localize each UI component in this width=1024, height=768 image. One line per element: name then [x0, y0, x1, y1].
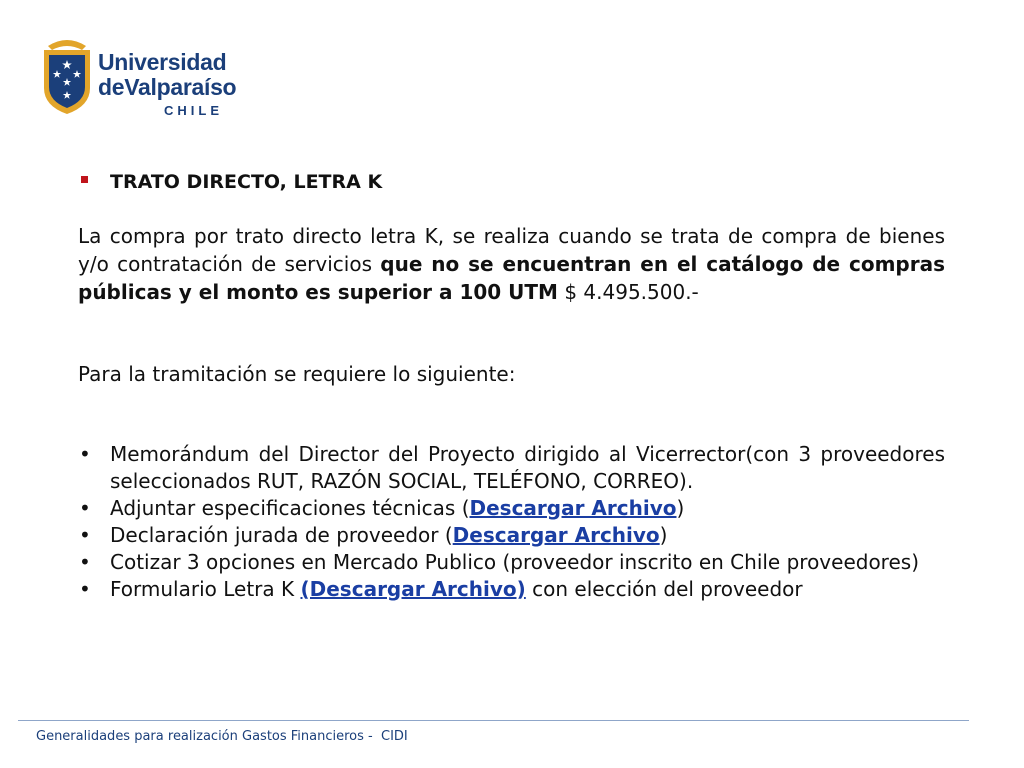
list-item — [78, 522, 945, 549]
download-file-link[interactable]: Descargar Archivo — [469, 496, 677, 520]
list-item — [78, 576, 945, 603]
section-heading — [78, 167, 945, 197]
bullet-icon: • — [79, 577, 91, 601]
description-bold-text: que no se encuentran en el catálogo de compras públicas y el monto es superior a 100 UTM — [78, 252, 945, 304]
section-title: TRATO DIRECTO, LETRA K — [110, 171, 383, 193]
requirement-text-end: ) — [659, 523, 668, 547]
requirement-text-end: con elección del proveedor — [525, 577, 803, 601]
requirement-text: Declaración jurada de proveedor ( — [110, 523, 453, 547]
logo-wordmark — [98, 50, 248, 118]
requirement-text: Memorándum del Director del Proyecto dirigido al Vicerrector(con 3 proveedores seleccionados RUT, RAZÓN SOCIAL, TELÉFONO, CORREO). — [110, 442, 945, 493]
logo-line-2: deValparaíso — [98, 74, 237, 100]
list-item — [78, 495, 945, 522]
requirement-text: Cotizar 3 opciones en Mercado Publico (proveedor inscrito en Chile proveedores) — [110, 550, 919, 574]
bullet-icon: • — [79, 550, 91, 574]
shield-emblem-icon — [42, 36, 92, 116]
list-item — [78, 441, 945, 495]
description-text-1: La compra por trato directo letra K, se realiza cuando se trata de compra de bienes y/o contratación de servicios — [78, 224, 945, 276]
requirements-intro: Para la tramitación se requiere lo siguiente: — [78, 362, 516, 386]
requirement-text-end: ) — [676, 496, 685, 520]
download-file-link[interactable]: Descargar Archivo — [452, 523, 660, 547]
list-item — [78, 549, 945, 576]
logo-line-1: Universidad — [98, 49, 227, 75]
footer-divider — [18, 720, 969, 721]
requirement-text: Formulario Letra K — [110, 577, 301, 601]
slide-content — [78, 167, 945, 603]
university-logo — [40, 34, 240, 126]
red-square-bullet-icon — [81, 176, 88, 183]
requirement-text: Adjuntar especificaciones técnicas ( — [110, 496, 470, 520]
download-file-link[interactable]: (Descargar Archivo) — [300, 577, 526, 601]
bullet-icon: • — [79, 442, 91, 466]
bullet-icon: • — [79, 496, 91, 520]
description-amount: $ 4.495.500.- — [557, 280, 699, 304]
bullet-icon: • — [79, 523, 91, 547]
logo-line-3: CHILE — [164, 103, 223, 118]
requirements-list — [78, 441, 945, 603]
description-paragraph — [78, 222, 945, 306]
footer-text: Generalidades para realización Gastos Financieros - CIDI — [36, 729, 408, 744]
